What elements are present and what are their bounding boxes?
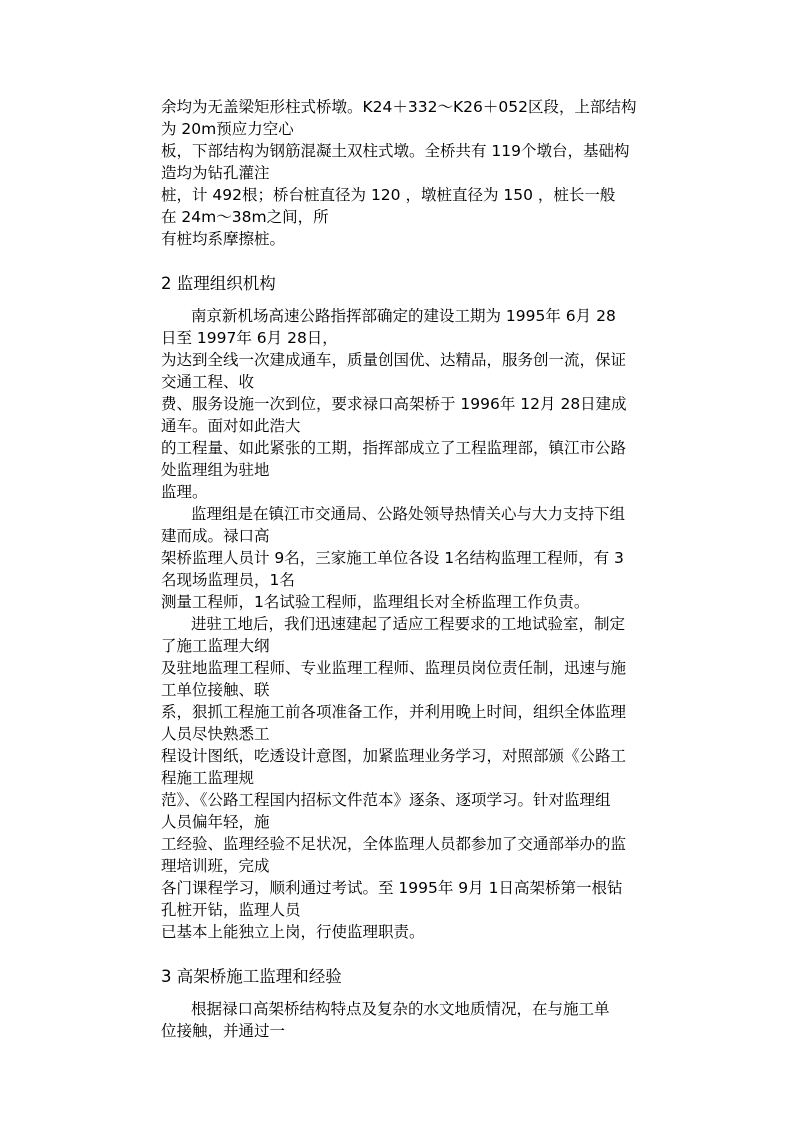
paragraph-line: 通车。面对如此浩大 (161, 417, 301, 435)
paragraph-line: 系，狠抓工程施工前各项准备工作，并利用晚上时间，组织全体监理 (161, 703, 627, 721)
paragraph-line: 造均为钻孔灌注 (161, 164, 270, 182)
paragraph-line: 及驻地监理工程师、专业监理工程师、监理员岗位责任制，迅速与施 (161, 659, 627, 677)
paragraph-line: 名现场监理员，1名 (161, 571, 295, 589)
paragraph-line: 为 20m预应力空心 (161, 120, 294, 138)
paragraph-line: 在 24m～38m之间，所 (161, 208, 329, 226)
paragraph-line: 了施工监理大纲 (161, 637, 270, 655)
paragraph-line: 程设计图纸，吃透设计意图，加紧监理业务学习，对照部颁《公路工 (161, 747, 627, 765)
paragraph-line: 有桩均系摩擦桩。 (161, 230, 286, 248)
paragraph-line: 已基本上能独立上岗，行使监理职责。 (161, 923, 425, 941)
paragraph-line: 位接触，并通过一 (161, 1022, 286, 1040)
paragraph-line: 余均为无盖梁矩形柱式桥墩。K24＋332～K26＋052区段，上部结构 (161, 98, 637, 116)
paragraph-line: 为达到全线一次建成通车，质量创国优、达精品，服务创一流，保证 (161, 351, 627, 369)
paragraph-line: 的工程量、如此紧张的工期，指挥部成立了工程监理部，镇江市公路 (161, 439, 627, 457)
paragraph-line: 板，下部结构为钢筋混凝土双柱式墩。全桥共有 119个墩台，基础构 (161, 142, 630, 160)
paragraph-line: 处监理组为驻地 (161, 461, 270, 479)
paragraph-line: 监理。 (161, 483, 208, 501)
paragraph-line: 根据禄口高架桥结构特点及复杂的水文地质情况，在与施工单 (191, 1000, 610, 1018)
paragraph-line: 人员偏年轻，施 (161, 813, 270, 831)
section-heading: 2 监理组织机构 (161, 274, 276, 293)
paragraph-line: 人员尽快熟悉工 (161, 725, 270, 743)
paragraph-line: 孔桩开钻，监理人员 (161, 901, 301, 919)
paragraph-line: 各门课程学习，顺利通过考试。至 1995年 9月 1日高架桥第一根钻 (161, 879, 623, 897)
paragraph-line: 监理组是在镇江市交通局、公路处领导热情关心与大力支持下组 (191, 505, 626, 523)
paragraph-line: 进驻工地后，我们迅速建起了适应工程要求的工地试验室，制定 (191, 615, 626, 633)
paragraph-line: 交通工程、收 (161, 373, 255, 391)
section-heading: 3 高架桥施工监理和经验 (161, 967, 342, 986)
paragraph-line: 程施工监理规 (161, 769, 255, 787)
paragraph-line: 架桥监理人员计 9名，三家施工单位各设 1名结构监理工程师，有 3 (161, 549, 624, 567)
paragraph-line: 测量工程师，1名试验工程师，监理组长对全桥监理工作负责。 (161, 593, 590, 611)
paragraph-line: 理培训班，完成 (161, 857, 270, 875)
paragraph-line: 工单位接触、联 (161, 681, 270, 699)
paragraph-line: 日至 1997年 6月 28日， (161, 329, 338, 347)
paragraph-line: 费、服务设施一次到位，要求禄口高架桥于 1996年 12月 28日建成 (161, 395, 627, 413)
paragraph-line: 范》、《公路工程国内招标文件范本》逐条、逐项学习。针对监理组 (161, 791, 611, 809)
paragraph-line: 工经验、监理经验不足状况，全体监理人员都参加了交通部举办的监 (161, 835, 627, 853)
paragraph-line: 桩，计 492根；桥台桩直径为 120 ，墩桩直径为 150 ，桩长一般 (161, 186, 616, 204)
paragraph-line: 南京新机场高速公路指挥部确定的建设工期为 1995年 6月 28 (191, 307, 616, 325)
paragraph-line: 建而成。禄口高 (161, 527, 270, 545)
